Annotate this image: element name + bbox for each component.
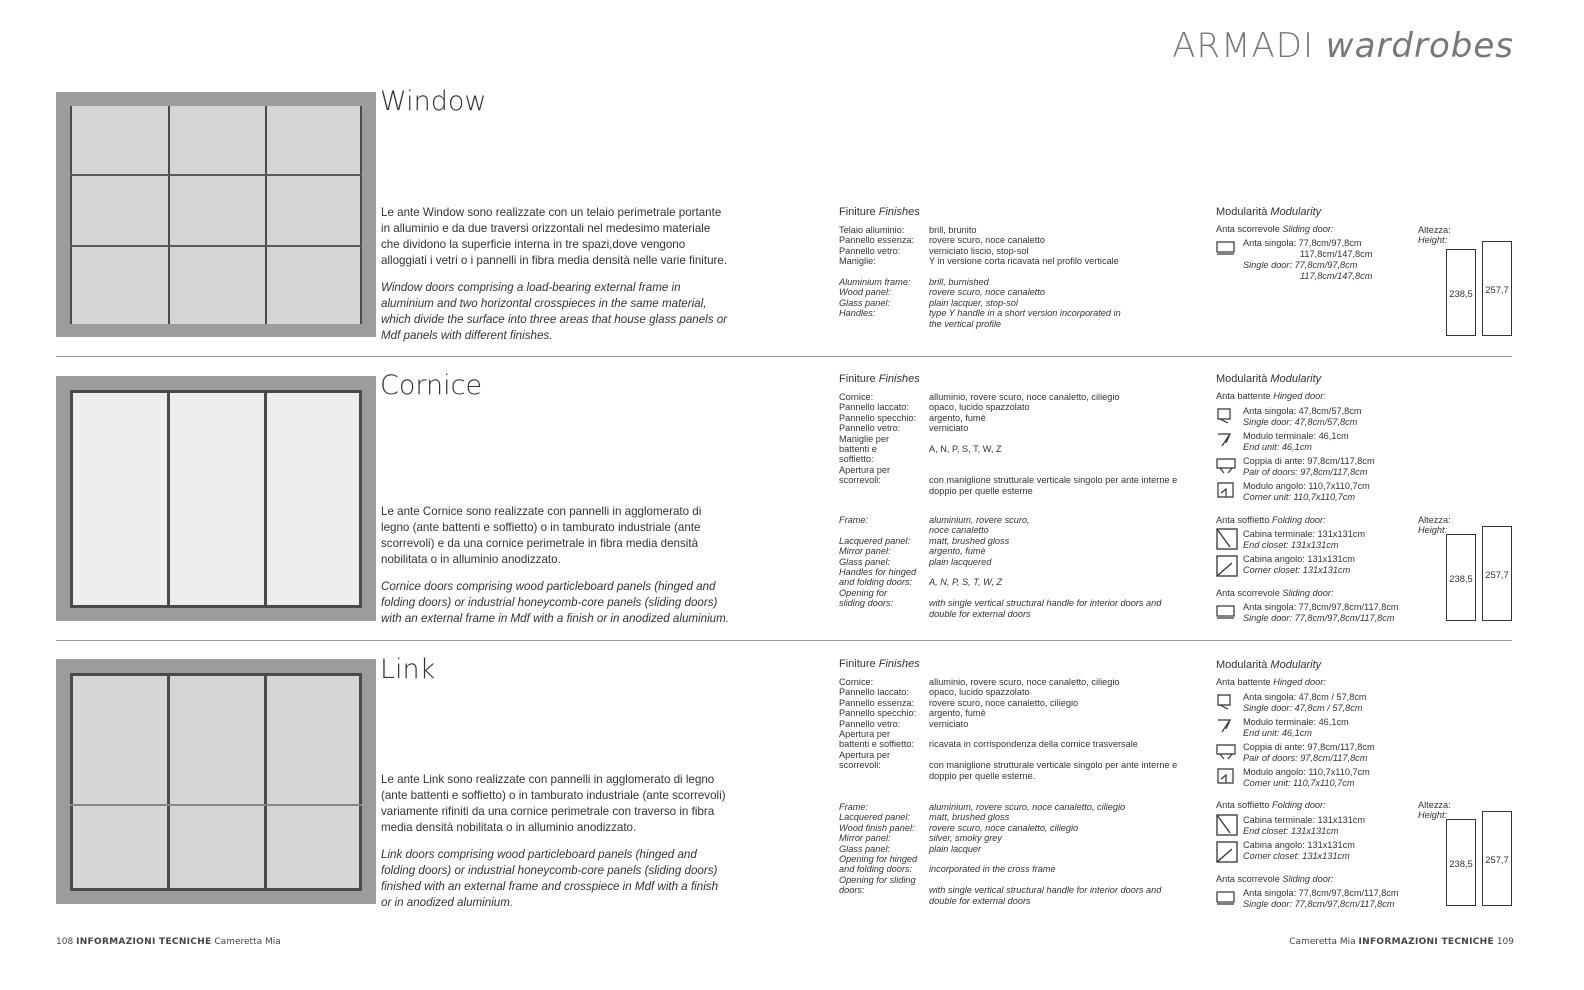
section-divider bbox=[56, 356, 1512, 357]
end-closet-icon bbox=[1216, 814, 1238, 836]
pair-doors-icon bbox=[1216, 742, 1236, 760]
description-it: Le ante Cornice sono realizzate con pannelli in agglomerato di legno (ante battenti e soffietto) o in tamburato industriale (ante scorrevoli) e da una cornice perimetrale in fibra media densità nobilitata o in alluminio anodizzato. bbox=[381, 505, 702, 566]
modularity-item: Cabina terminale: 131x131cm End closet: 131x131cm bbox=[1216, 529, 1406, 551]
description-it: Le ante Link sono realizzate con pannelli in agglomerato di legno (ante battenti e soffietto) o in tamburato industriale (ante scorrevoli) variamente rifiniti da una cornice perimetrale con traverso in fibra media densità nobilitata o in alluminio anodizzato. bbox=[381, 773, 726, 834]
page-number: 108 bbox=[56, 937, 74, 947]
product-title: Link bbox=[380, 654, 436, 685]
height-box-large: 257,7 bbox=[1482, 811, 1512, 906]
height-box-small: 238,5 bbox=[1446, 534, 1476, 621]
modularity-item: Modulo terminale: 46,1cm End unit: 46,1cm bbox=[1216, 717, 1406, 739]
height-box-small: 238,5 bbox=[1446, 819, 1476, 906]
corner-closet-icon bbox=[1216, 841, 1238, 863]
modularity-item: Anta singola: 47,8cm / 57,8cm Single door: 47,8cm / 57,8cm bbox=[1216, 692, 1406, 714]
description-en: Link doors comprising wood particleboard panels (hinged and folding doors) or industrial honeycomb-core panels (sliding doors) finished with an external frame and crosspiece in Mdf with a finish or in anodized aluminium. bbox=[381, 848, 719, 909]
product-description bbox=[381, 772, 731, 922]
finishes-list-it: Telaio alluminio: brill, brunito Pannello essenza: rovere scuro, noce canaletto Pannello vetro: verniciato liscio, stop-sol Maniglie: Y in versione corta ricavata nel profilo verticale bbox=[839, 225, 1119, 267]
section-divider bbox=[56, 640, 1512, 641]
product-title: Window bbox=[380, 86, 487, 117]
finishes-list-it: Cornice: alluminio, rovere scuro, noce canaletto, ciliegio Pannello laccato: opaco, lucido spazzolato Pannello specchio: argento, fumè Pannello vetro: verniciato Maniglie per battenti e soffietto: A, N, P, S, T, W, Z Apertura per scorrevoli: con maniglione strutturale verticale singolo per ante interne e doppio per quelle esterne bbox=[839, 392, 1178, 496]
end-unit-icon bbox=[1216, 717, 1236, 735]
modularity-item: Cabina terminale: 131x131cm End closet: 131x131cm bbox=[1216, 815, 1406, 837]
modularity-item: Coppia di ante: 97,8cm/117,8cm Pair of doors: 97,8cm/117,8cm bbox=[1216, 742, 1406, 764]
modularity-item: Cabina angolo: 131x131cm Comer closet: 131x131cm bbox=[1216, 840, 1406, 862]
description-en: Cornice doors comprising wood particleboard panels (hinged and folding doors) or industrial honeycomb-core panels (sliding doors) with an external frame in Mdf with a finish or in anodized aluminium. bbox=[381, 580, 729, 625]
modularity-subheading: Anta soffietto Folding door: bbox=[1216, 515, 1326, 525]
footer-right: Cameretta Mia INFORMAZIONI TECNICHE 109 bbox=[1289, 937, 1514, 947]
height-box-large: 257,7 bbox=[1482, 241, 1512, 336]
wardrobe-illustration bbox=[70, 106, 362, 324]
sliding-door-icon bbox=[1216, 238, 1236, 256]
height-box-small: 238,5 bbox=[1446, 249, 1476, 336]
modularity-item: Anta singola: 77,8cm/97,8cm/117,8cm Single door: 77,8cm/97,8cm/117,8cm bbox=[1216, 602, 1416, 624]
cornice-wardrobe-photo bbox=[56, 376, 376, 621]
single-hinged-door-icon bbox=[1216, 406, 1236, 424]
window-wardrobe-photo bbox=[56, 92, 376, 337]
page-title bbox=[1172, 26, 1514, 66]
modularity-subheading: Anta soffietto Folding door: bbox=[1216, 800, 1326, 810]
modularity-item: Cabina angolo: 131x131cm Corner closet: 131x131cm bbox=[1216, 554, 1406, 576]
end-closet-icon bbox=[1216, 528, 1238, 550]
modularity-heading: Modularità Modularity bbox=[1216, 373, 1322, 385]
product-title: Cornice bbox=[380, 370, 483, 401]
modularity-subheading: Anta scorrevole Sliding door: bbox=[1216, 874, 1334, 884]
modularity-heading: Modularità Modularity bbox=[1216, 206, 1322, 218]
sliding-door-icon bbox=[1216, 602, 1236, 620]
sliding-door-icon bbox=[1216, 888, 1236, 906]
height-label: Altezza: Height: bbox=[1418, 225, 1451, 246]
height-box-large: 257,7 bbox=[1482, 526, 1512, 621]
modularity-item: Anta singola: 47,8cm/57,8cm Single door: 47,8cm/57,8cm bbox=[1216, 406, 1406, 428]
product-description bbox=[381, 504, 731, 638]
modularity-item: Coppia di ante: 97,8cm/117,8cm Pair of doors: 97,8cm/117,8cm bbox=[1216, 456, 1406, 478]
wardrobe-illustration bbox=[70, 390, 362, 608]
height-label: Altezza: Height: bbox=[1418, 800, 1451, 821]
finishes-list-it: Cornice: alluminio, rovere scuro, noce canaletto, ciliegio Pannello laccato: opaco, lucido spazzolato Pannello essenza: rovere scuro, noce canaletto, ciliegio Pannello specchio: argento, fumè Pannello vetro: verniciato Apertura per battenti e soffietto: ricavata in corrispondenza della cornice trasversale Apertura per scorrevoli: con maniglione strutturale verticale singolo per ante interne e doppio per quelle esterne. bbox=[839, 677, 1178, 781]
modularity-subheading: Anta battente Hinged door: bbox=[1216, 677, 1326, 687]
footer-left: 108 INFORMAZIONI TECNICHE Cameretta Mia bbox=[56, 937, 281, 947]
description-en: Window doors comprising a load-bearing external frame in aluminium and two horizontal crosspieces in the same material, which divide the surface into three areas that house glass panels or Mdf panels with different finishes. bbox=[381, 281, 728, 342]
corner-closet-icon bbox=[1216, 555, 1238, 577]
link-wardrobe-photo bbox=[56, 659, 376, 904]
modularity-item: Modulo terminale: 46,1cm End unit: 46,1cm bbox=[1216, 431, 1406, 453]
modularity-subheading: Anta battente Hinged door: bbox=[1216, 391, 1326, 401]
title-sub: wardrobes bbox=[1325, 26, 1514, 66]
corner-unit-icon bbox=[1216, 767, 1236, 785]
modularity-item: Modulo angolo: 110,7x110,7cm Corner unit: 110,7x110,7cm bbox=[1216, 481, 1406, 503]
finishes-list-en: Aluminium frame: brill, burnished Wood panel: rovere scuro, noce canaletto Glass panel: plain lacquer, stop-sol Handles: type Y handle in a short version incorporated in the vertical profile bbox=[839, 277, 1121, 329]
page-number: 109 bbox=[1496, 937, 1514, 947]
finishes-heading: Finiture Finishes bbox=[839, 206, 920, 218]
product-description bbox=[381, 205, 731, 355]
modularity-heading: Modularità Modularity bbox=[1216, 659, 1322, 671]
modularity-subheading: Anta scorrevole Sliding door: bbox=[1216, 588, 1334, 598]
wardrobe-illustration bbox=[70, 673, 362, 891]
end-unit-icon bbox=[1216, 431, 1236, 449]
modularity-item: Modulo angolo: 110,7x110,7cm Comer unit: 110,7x110,7cm bbox=[1216, 767, 1406, 789]
finishes-heading: Finiture Finishes bbox=[839, 658, 920, 670]
finishes-list-en: Frame: aluminium, rovere scuro, noce canaletto Lacquered panel: matt, brushed gloss Mirror panel: argento, fumè Glass panel: plain lacquered Handles for hinged and folding doors: A, N, P, S, T, W, Z Opening for sliding doors: with single vertical structural handle for interior doors and double for external doors bbox=[839, 515, 1162, 619]
finishes-heading: Finiture Finishes bbox=[839, 373, 920, 385]
modularity-item: Anta singola: 77,8cm/97,8cm 117,8cm/147,8cm Single door: 77,8cm/97,8cm 117,8cm/147,8cm bbox=[1216, 238, 1406, 282]
pair-doors-icon bbox=[1216, 456, 1236, 474]
modularity-subheading: Anta scorrevole Sliding door: bbox=[1216, 224, 1334, 234]
modularity-item: Anta singola: 77,8cm/97,8cm/117,8cm Single door: 77,8cm/97,8cm/117,8cm bbox=[1216, 888, 1416, 910]
single-hinged-door-icon bbox=[1216, 692, 1236, 710]
finishes-list-en: Frame: aluminium, rovere scuro, noce canaletto, ciliegio Lacquered panel: matt, brushed gloss Wood finish panel: rovere scuro, noce canaletto, ciliegio Mirror panel: silver, smoky grey Glass panel: plain lacquer Opening for hinged and folding doors: incorporated in the cross frame Opening for sliding doors: with single vertical structural handle for interior doors and double for external doors bbox=[839, 802, 1162, 906]
title-main: ARMADI bbox=[1172, 26, 1314, 66]
corner-unit-icon bbox=[1216, 481, 1236, 499]
height-label: Altezza: Height: bbox=[1418, 515, 1451, 536]
description-it: Le ante Window sono realizzate con un telaio perimetrale portante in alluminio e da due traversi orizzontali nel medesimo materiale che dividono la superficie interna in tre spazi,dove vengono alloggiati i vetri o i pannelli in fibra media densità nelle varie finiture. bbox=[381, 206, 728, 267]
